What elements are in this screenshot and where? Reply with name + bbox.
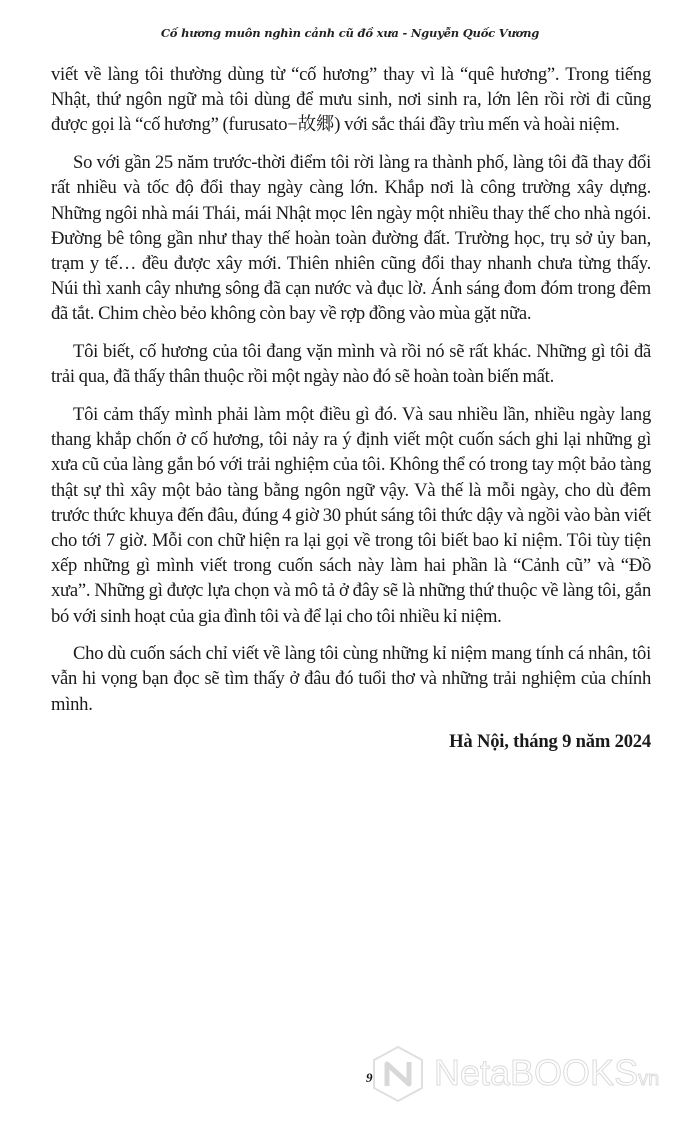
watermark-brand bbox=[434, 1052, 659, 1094]
watermark-brand-text: NetaBOOKS bbox=[434, 1052, 639, 1093]
watermark bbox=[368, 1044, 698, 1104]
paragraph: Tôi cảm thấy mình phải làm một điều gì đó. Và sau nhiều lần, nhiều ngày lang thang khắp chốn ở cố hương, tôi nảy ra ý định viết một cuốn sách ghi lại những gì xưa cũ của làng gắn bó với trải nghiệm của tôi. Không thể có trong tay một bảo tàng thật sự thì xây một bảo tàng bằng ngôn ngữ vậy. Và thế là mỗi ngày, cho dù đêm trước thức khuya đến đâu, đúng 4 giờ 30 phút sáng tôi thức dậy và ngồi vào bàn viết cho tới 7 giờ. Mỗi con chữ hiện ra lại gọi về trong tôi biết bao kỉ niệm. Tôi tùy tiện xếp những gì mình viết trong cuốn sách này làm hai phần là “Cảnh cũ” và “Đồ xưa”. Những gì được lựa chọn và mô tả ở đây sẽ là những thứ thuộc về làng tôi, gắn bó với sinh hoạt của gia đình tôi và để lại cho tôi nhiều kỉ niệm. bbox=[51, 403, 651, 627]
signature-date: Hà Nội, tháng 9 năm 2024 bbox=[449, 731, 651, 753]
paragraph: Cho dù cuốn sách chỉ viết về làng tôi cùng những kỉ niệm mang tính cá nhân, tôi vẫn hi vọng bạn đọc sẽ tìm thấy ở đâu đó tuổi thơ và những trải nghiệm của chính mình. bbox=[51, 643, 651, 715]
watermark-suffix: vn bbox=[638, 1068, 660, 1090]
document-body bbox=[51, 62, 651, 754]
hexagon-n-logo-icon bbox=[368, 1044, 428, 1104]
paragraph: So với gần 25 năm trước-thời điểm tôi rời làng ra thành phố, làng tôi đã thay đổi rất nhiều và tốc độ đổi thay ngày càng lớn. Khắp nơi là công trường xây dựng. Những ngôi nhà mái Thái, mái Nhật mọc lên ngày một nhiều thay thế cho nhà ngói. Đường bê tông gần như thay thế hoàn toàn đường đất. Trường học, trụ sở ủy ban, trạm y tế… đều được xây mới. Thiên nhiên cũng đổi thay nhanh chưa từng thấy. Núi thì xanh cây nhưng sông đã cạn nước và đục lờ. Ánh sáng đom đóm trong đêm đã tắt. Chim chèo bẻo không còn bay về rợp đồng vào mùa gặt nữa. bbox=[51, 152, 651, 325]
running-header: Cố hương muôn nghìn cảnh cũ đồ xưa - Nguyễn Quốc Vương bbox=[160, 26, 540, 40]
paragraph: Tôi biết, cố hương của tôi đang vặn mình và rồi nó sẽ rất khác. Những gì tôi đã trải qua, đã thấy thân thuộc rồi một ngày nào đó sẽ hoàn toàn biến mất. bbox=[51, 341, 651, 388]
page-number: 9 bbox=[366, 1070, 373, 1085]
paragraph-continuation: viết về làng tôi thường dùng từ “cố hương” thay vì là “quê hương”. Trong tiếng Nhật, thứ ngôn ngữ mà tôi dùng để mưu sinh, nơi sinh ra, lớn lên rồi rời đi cũng được gọi là “cố hương” (furusato−故郷) với sắc thái đầy trìu mến và hoài niệm. bbox=[51, 64, 651, 136]
